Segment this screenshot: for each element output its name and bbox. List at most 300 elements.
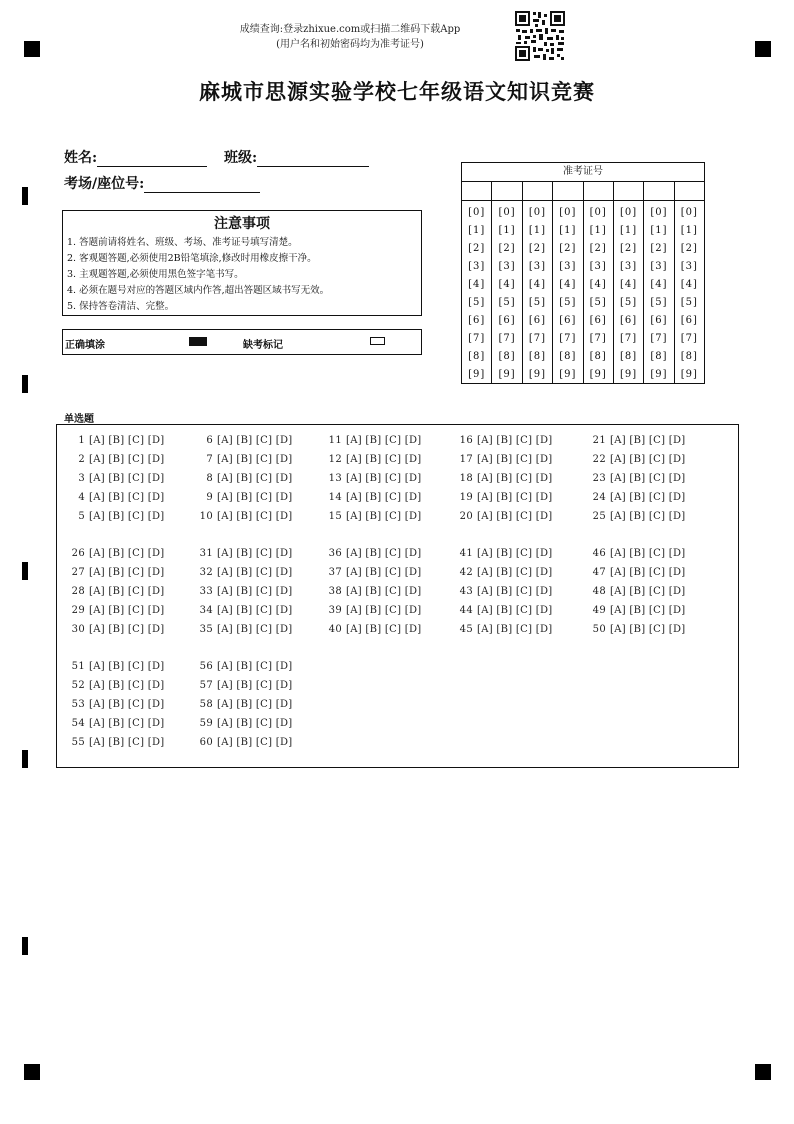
side-mark	[22, 375, 28, 393]
question-row[interactable]	[69, 586, 165, 597]
name-field[interactable]	[64, 147, 207, 167]
ticket-columns	[462, 182, 704, 384]
ticket-digit-bubble[interactable]: [2]	[589, 243, 607, 254]
option-bubbles[interactable]: [A] [B] [C] [D]	[89, 605, 165, 616]
question-number: 38	[328, 586, 342, 597]
question-number: 25	[592, 511, 606, 522]
side-mark	[22, 937, 28, 955]
ticket-digit-bubble[interactable]: [5]	[589, 297, 607, 308]
question-number: 57	[199, 680, 213, 691]
question-number: 26	[71, 548, 85, 559]
option-bubbles[interactable]: [A] [B] [C] [D]	[477, 492, 553, 503]
option-bubbles[interactable]: [A] [B] [C] [D]	[217, 718, 293, 729]
option-bubbles[interactable]: [A] [B] [C] [D]	[89, 699, 165, 710]
question-row[interactable]	[457, 605, 553, 616]
notice-item: 2. 客观题答题,必须使用2B铅笔填涂,修改时用橡皮擦干净。	[67, 253, 317, 264]
question-row[interactable]	[326, 586, 422, 597]
ticket-digit-bubble[interactable]: [2]	[619, 243, 638, 254]
question-row[interactable]	[457, 624, 553, 635]
question-row[interactable]	[197, 586, 293, 597]
question-number: 30	[71, 624, 85, 635]
question-row[interactable]	[197, 605, 293, 616]
option-bubbles[interactable]: [A] [B] [C] [D]	[217, 492, 293, 503]
question-row[interactable]	[326, 492, 422, 503]
option-bubbles[interactable]: [A] [B] [C] [D]	[610, 605, 686, 616]
ticket-digit-bubble[interactable]: [3]	[498, 261, 516, 272]
ticket-digit-bubble[interactable]: [5]	[468, 297, 486, 308]
option-bubbles[interactable]: [A] [B] [C] [D]	[217, 680, 293, 691]
question-row[interactable]	[326, 567, 422, 578]
option-bubbles[interactable]: [A] [B] [C] [D]	[477, 586, 553, 597]
question-number: 54	[71, 718, 85, 729]
option-bubbles[interactable]: [A] [B] [C] [D]	[89, 473, 165, 484]
question-row[interactable]	[457, 586, 553, 597]
filled-bubble-sample	[189, 337, 207, 346]
notice-item: 1. 答题前请将姓名、班级、考场、准考证号填写清楚。	[67, 237, 298, 248]
side-mark	[22, 187, 28, 205]
question-number: 37	[328, 567, 342, 578]
question-number: 39	[328, 605, 342, 616]
ticket-digit-bubble[interactable]: [2]	[559, 243, 577, 254]
ticket-digit-bubble[interactable]: [5]	[528, 297, 547, 308]
question-row[interactable]	[590, 605, 686, 616]
question-number: 47	[592, 567, 606, 578]
ticket-write-box[interactable]	[614, 182, 643, 201]
question-number: 34	[199, 605, 213, 616]
question-row[interactable]	[590, 624, 686, 635]
ticket-write-box[interactable]	[553, 182, 582, 201]
credential-hint-text: (用户名和初始密码均为准考证号)	[276, 39, 424, 50]
ticket-digit-bubble[interactable]: [2]	[498, 243, 516, 254]
corner-mark-top-right	[755, 41, 771, 57]
ticket-digit-bubble[interactable]: [4]	[619, 279, 638, 290]
option-bubbles[interactable]: [A] [B] [C] [D]	[346, 511, 422, 522]
question-row[interactable]	[457, 548, 553, 559]
room-seat-field[interactable]	[64, 173, 260, 193]
question-number: 50	[592, 624, 606, 635]
ticket-digit-bubble[interactable]: [3]	[528, 261, 547, 272]
ticket-digit-bubble[interactable]: [5]	[498, 297, 516, 308]
question-row[interactable]	[69, 511, 165, 522]
option-bubbles[interactable]: [A] [B] [C] [D]	[610, 454, 686, 465]
option-bubbles[interactable]: [A] [B] [C] [D]	[346, 435, 422, 446]
ticket-write-box[interactable]	[462, 182, 491, 201]
ticket-digit-bubble[interactable]: [9]	[559, 369, 577, 380]
ticket-digit-bubble[interactable]: [4]	[498, 279, 516, 290]
class-field[interactable]	[224, 147, 369, 167]
absent-mark-box[interactable]	[370, 337, 385, 345]
ticket-digit-bubble[interactable]: [3]	[468, 261, 486, 272]
option-bubbles[interactable]: [A] [B] [C] [D]	[89, 567, 165, 578]
ticket-digit-bubble[interactable]: [7]	[619, 333, 638, 344]
ticket-column	[553, 182, 583, 384]
question-row[interactable]	[457, 511, 553, 522]
ticket-digit-bubble[interactable]: [7]	[650, 333, 668, 344]
option-bubbles[interactable]: [A] [B] [C] [D]	[346, 492, 422, 503]
option-bubbles[interactable]: [A] [B] [C] [D]	[477, 548, 553, 559]
ticket-digit-bubble[interactable]: [7]	[589, 333, 607, 344]
question-number: 21	[592, 435, 606, 446]
option-bubbles[interactable]: [A] [B] [C] [D]	[477, 624, 553, 635]
ticket-digit-bubble[interactable]: [3]	[650, 261, 668, 272]
ticket-digit-bubble[interactable]: [6]	[528, 315, 547, 326]
option-bubbles[interactable]: [A] [B] [C] [D]	[217, 586, 293, 597]
option-bubbles[interactable]: [A] [B] [C] [D]	[610, 586, 686, 597]
question-number: 56	[199, 661, 213, 672]
option-bubbles[interactable]: [A] [B] [C] [D]	[346, 567, 422, 578]
question-number: 17	[459, 454, 473, 465]
option-bubbles[interactable]: [A] [B] [C] [D]	[217, 737, 293, 748]
ticket-digit-bubble[interactable]: [0]	[589, 207, 607, 218]
option-bubbles[interactable]: [A] [B] [C] [D]	[217, 624, 293, 635]
option-bubbles[interactable]: [A] [B] [C] [D]	[346, 586, 422, 597]
notice-item: 3. 主观题答题,必须使用黑色签字笔书写。	[67, 269, 244, 280]
ticket-digit-bubble[interactable]: [4]	[680, 279, 698, 290]
ticket-digit-bubble[interactable]: [0]	[619, 207, 638, 218]
ticket-digit-bubble[interactable]: [7]	[680, 333, 698, 344]
ticket-digit-bubble[interactable]: [6]	[589, 315, 607, 326]
notice-box	[62, 210, 422, 316]
ticket-digit-bubble[interactable]: [1]	[528, 225, 547, 236]
question-row[interactable]	[197, 718, 293, 729]
question-row[interactable]	[326, 624, 422, 635]
question-number: 13	[328, 473, 342, 484]
question-row[interactable]	[197, 435, 293, 446]
name-underline[interactable]	[97, 152, 207, 167]
option-bubbles[interactable]: [A] [B] [C] [D]	[610, 567, 686, 578]
question-row[interactable]	[590, 492, 686, 503]
ticket-column	[584, 182, 614, 384]
answer-area	[56, 424, 739, 768]
ticket-digit-bubble[interactable]: [8]	[468, 351, 486, 362]
notice-title: 注意事项	[214, 216, 270, 232]
notice-item: 5. 保持答卷清洁、完整。	[67, 301, 175, 312]
ticket-column	[492, 182, 522, 384]
ticket-column	[462, 182, 492, 384]
option-bubbles[interactable]: [A] [B] [C] [D]	[346, 473, 422, 484]
room-seat-label: 考场/座位号:	[64, 176, 145, 192]
option-bubbles[interactable]: [A] [B] [C] [D]	[89, 511, 165, 522]
ticket-column	[614, 182, 644, 384]
question-row[interactable]	[326, 435, 422, 446]
room-seat-underline[interactable]	[144, 178, 260, 193]
question-row[interactable]	[590, 548, 686, 559]
option-bubbles[interactable]: [A] [B] [C] [D]	[217, 699, 293, 710]
question-number: 1	[78, 435, 85, 446]
option-bubbles[interactable]: [A] [B] [C] [D]	[477, 435, 553, 446]
ticket-digit-bubble[interactable]: [7]	[559, 333, 577, 344]
ticket-digit-bubble[interactable]: [9]	[619, 369, 638, 380]
option-bubbles[interactable]: [A] [B] [C] [D]	[477, 473, 553, 484]
option-bubbles[interactable]: [A] [B] [C] [D]	[89, 718, 165, 729]
question-number: 55	[71, 737, 85, 748]
option-bubbles[interactable]: [A] [B] [C] [D]	[89, 492, 165, 503]
fill-legend	[62, 329, 422, 355]
ticket-digit-bubble[interactable]: [1]	[498, 225, 516, 236]
ticket-number-grid	[461, 162, 705, 384]
ticket-digit-bubble[interactable]: [9]	[498, 369, 516, 380]
question-row[interactable]	[197, 511, 293, 522]
question-number: 14	[328, 492, 342, 503]
ticket-digit-bubble[interactable]: [7]	[468, 333, 486, 344]
question-row[interactable]	[69, 624, 165, 635]
option-bubbles[interactable]: [A] [B] [C] [D]	[217, 661, 293, 672]
ticket-digit-bubble[interactable]: [9]	[468, 369, 486, 380]
ticket-digit-bubble[interactable]: [9]	[680, 369, 698, 380]
question-row[interactable]	[326, 511, 422, 522]
correct-fill-label: 正确填涂	[65, 340, 105, 351]
ticket-digit-bubble[interactable]: [5]	[559, 297, 577, 308]
ticket-write-box[interactable]	[675, 182, 704, 201]
question-number: 43	[459, 586, 473, 597]
question-row[interactable]	[326, 548, 422, 559]
question-row[interactable]	[197, 737, 293, 748]
question-row[interactable]	[197, 699, 293, 710]
ticket-digit-bubble[interactable]: [6]	[468, 315, 486, 326]
ticket-digit-bubble[interactable]: [0]	[650, 207, 668, 218]
ticket-digit-bubble[interactable]: [2]	[680, 243, 698, 254]
question-row[interactable]	[197, 548, 293, 559]
question-number: 29	[71, 605, 85, 616]
side-mark	[22, 562, 28, 580]
question-row[interactable]	[69, 435, 165, 446]
ticket-digit-bubble[interactable]: [4]	[650, 279, 668, 290]
question-row[interactable]	[197, 624, 293, 635]
question-row[interactable]	[590, 473, 686, 484]
option-bubbles[interactable]: [A] [B] [C] [D]	[217, 454, 293, 465]
question-row[interactable]	[197, 492, 293, 503]
question-number: 32	[199, 567, 213, 578]
ticket-digit-bubble[interactable]: [7]	[498, 333, 516, 344]
option-bubbles[interactable]: [A] [B] [C] [D]	[610, 548, 686, 559]
question-number: 44	[459, 605, 473, 616]
question-row[interactable]	[590, 511, 686, 522]
option-bubbles[interactable]: [A] [B] [C] [D]	[89, 435, 165, 446]
ticket-digit-bubble[interactable]: [9]	[650, 369, 668, 380]
option-bubbles[interactable]: [A] [B] [C] [D]	[477, 454, 553, 465]
question-number: 28	[71, 586, 85, 597]
class-label: 班级:	[224, 150, 258, 166]
ticket-digit-bubble[interactable]: [8]	[559, 351, 577, 362]
question-number: 20	[459, 511, 473, 522]
question-number: 8	[206, 473, 213, 484]
ticket-digit-bubble[interactable]: [0]	[468, 207, 486, 218]
question-number: 9	[206, 492, 213, 503]
question-row[interactable]	[69, 567, 165, 578]
option-bubbles[interactable]: [A] [B] [C] [D]	[89, 548, 165, 559]
corner-mark-bottom-left	[24, 1064, 40, 1080]
ticket-column	[644, 182, 674, 384]
ticket-digit-bubble[interactable]: [2]	[468, 243, 486, 254]
option-bubbles[interactable]: [A] [B] [C] [D]	[610, 624, 686, 635]
question-row[interactable]	[197, 454, 293, 465]
question-number: 46	[592, 548, 606, 559]
option-bubbles[interactable]: [A] [B] [C] [D]	[477, 605, 553, 616]
ticket-digit-bubble[interactable]: [0]	[498, 207, 516, 218]
ticket-write-box[interactable]	[523, 182, 552, 201]
question-number: 24	[592, 492, 606, 503]
ticket-title: 准考证号	[462, 163, 704, 182]
name-label: 姓名:	[64, 150, 98, 166]
corner-mark-top-left	[24, 41, 40, 57]
question-row[interactable]	[69, 718, 165, 729]
ticket-digit-bubble[interactable]: [8]	[650, 351, 668, 362]
option-bubbles[interactable]: [A] [B] [C] [D]	[89, 680, 165, 691]
option-bubbles[interactable]: [A] [B] [C] [D]	[217, 473, 293, 484]
option-bubbles[interactable]: [A] [B] [C] [D]	[610, 435, 686, 446]
option-bubbles[interactable]: [A] [B] [C] [D]	[217, 548, 293, 559]
question-row[interactable]	[326, 454, 422, 465]
question-row[interactable]	[69, 737, 165, 748]
question-number: 41	[459, 548, 473, 559]
ticket-write-box[interactable]	[644, 182, 673, 201]
question-row[interactable]	[590, 435, 686, 446]
ticket-digit-bubble[interactable]: [8]	[589, 351, 607, 362]
ticket-digit-bubble[interactable]: [5]	[680, 297, 698, 308]
ticket-digit-bubble[interactable]: [1]	[650, 225, 668, 236]
ticket-digit-bubble[interactable]: [0]	[559, 207, 577, 218]
ticket-digit-bubble[interactable]: [5]	[619, 297, 638, 308]
option-bubbles[interactable]: [A] [B] [C] [D]	[346, 454, 422, 465]
ticket-digit-bubble[interactable]: [1]	[559, 225, 577, 236]
question-row[interactable]	[197, 661, 293, 672]
ticket-digit-bubble[interactable]: [4]	[559, 279, 577, 290]
class-underline[interactable]	[257, 152, 369, 167]
option-bubbles[interactable]: [A] [B] [C] [D]	[89, 737, 165, 748]
ticket-digit-bubble[interactable]: [9]	[589, 369, 607, 380]
question-number: 5	[78, 511, 85, 522]
ticket-digit-bubble[interactable]: [1]	[619, 225, 638, 236]
section-label: 单选题	[64, 414, 94, 425]
option-bubbles[interactable]: [A] [B] [C] [D]	[346, 548, 422, 559]
question-row[interactable]	[69, 680, 165, 691]
question-number: 58	[199, 699, 213, 710]
question-row[interactable]	[197, 567, 293, 578]
option-bubbles[interactable]: [A] [B] [C] [D]	[346, 624, 422, 635]
ticket-write-box[interactable]	[492, 182, 521, 201]
ticket-digit-bubble[interactable]: [7]	[528, 333, 547, 344]
ticket-digit-bubble[interactable]: [4]	[589, 279, 607, 290]
ticket-digit-bubble[interactable]: [2]	[528, 243, 547, 254]
option-bubbles[interactable]: [A] [B] [C] [D]	[217, 567, 293, 578]
ticket-digit-bubble[interactable]: [6]	[498, 315, 516, 326]
ticket-digit-bubble[interactable]: [0]	[680, 207, 698, 218]
option-bubbles[interactable]: [A] [B] [C] [D]	[346, 605, 422, 616]
option-bubbles[interactable]: [A] [B] [C] [D]	[89, 586, 165, 597]
question-row[interactable]	[457, 435, 553, 446]
ticket-write-box[interactable]	[584, 182, 613, 201]
option-bubbles[interactable]: [A] [B] [C] [D]	[217, 605, 293, 616]
ticket-digit-bubble[interactable]: [3]	[680, 261, 698, 272]
page-title: 麻城市思源实验学校七年级语文知识竞赛	[199, 79, 595, 104]
ticket-digit-bubble[interactable]: [8]	[680, 351, 698, 362]
option-bubbles[interactable]: [A] [B] [C] [D]	[217, 511, 293, 522]
option-bubbles[interactable]: [A] [B] [C] [D]	[217, 435, 293, 446]
option-bubbles[interactable]: [A] [B] [C] [D]	[89, 624, 165, 635]
ticket-digit-bubble[interactable]: [2]	[650, 243, 668, 254]
question-row[interactable]	[69, 605, 165, 616]
question-row[interactable]	[457, 567, 553, 578]
ticket-digit-bubble[interactable]: [3]	[589, 261, 607, 272]
ticket-digit-bubble[interactable]: [8]	[619, 351, 638, 362]
option-bubbles[interactable]: [A] [B] [C] [D]	[89, 661, 165, 672]
question-number: 6	[206, 435, 213, 446]
option-bubbles[interactable]: [A] [B] [C] [D]	[610, 473, 686, 484]
ticket-digit-bubble[interactable]: [0]	[528, 207, 547, 218]
question-number: 42	[459, 567, 473, 578]
corner-mark-bottom-right	[755, 1064, 771, 1080]
question-row[interactable]	[590, 586, 686, 597]
question-number: 35	[199, 624, 213, 635]
ticket-digit-bubble[interactable]: [6]	[619, 315, 638, 326]
question-number: 4	[78, 492, 85, 503]
notice-item: 4. 必须在题号对应的答题区域内作答,超出答题区域书写无效。	[67, 285, 330, 296]
question-row[interactable]	[197, 680, 293, 691]
ticket-digit-bubble[interactable]: [1]	[589, 225, 607, 236]
qr-code-icon[interactable]	[514, 10, 566, 62]
question-number: 2	[78, 454, 85, 465]
ticket-column	[523, 182, 553, 384]
ticket-digit-bubble[interactable]: [1]	[680, 225, 698, 236]
ticket-digit-bubble[interactable]: [8]	[528, 351, 547, 362]
ticket-digit-bubble[interactable]: [1]	[468, 225, 486, 236]
option-bubbles[interactable]: [A] [B] [C] [D]	[477, 567, 553, 578]
question-row[interactable]	[590, 454, 686, 465]
ticket-digit-bubble[interactable]: [3]	[619, 261, 638, 272]
question-row[interactable]	[69, 454, 165, 465]
option-bubbles[interactable]: [A] [B] [C] [D]	[610, 511, 686, 522]
ticket-digit-bubble[interactable]: [5]	[650, 297, 668, 308]
notice-list	[63, 235, 421, 315]
ticket-digit-bubble[interactable]: [6]	[680, 315, 698, 326]
question-row[interactable]	[457, 454, 553, 465]
question-row[interactable]	[69, 699, 165, 710]
option-bubbles[interactable]: [A] [B] [C] [D]	[89, 454, 165, 465]
option-bubbles[interactable]: [A] [B] [C] [D]	[477, 511, 553, 522]
question-number: 40	[328, 624, 342, 635]
question-row[interactable]	[326, 473, 422, 484]
question-number: 18	[459, 473, 473, 484]
question-number: 52	[71, 680, 85, 691]
question-row[interactable]	[457, 473, 553, 484]
ticket-digit-bubble[interactable]: [4]	[528, 279, 547, 290]
question-row[interactable]	[457, 492, 553, 503]
option-bubbles[interactable]: [A] [B] [C] [D]	[610, 492, 686, 503]
question-number: 19	[459, 492, 473, 503]
question-row[interactable]	[197, 473, 293, 484]
question-row[interactable]	[69, 473, 165, 484]
absent-mark-label: 缺考标记	[243, 340, 283, 351]
ticket-digit-bubble[interactable]: [4]	[468, 279, 486, 290]
question-number: 12	[328, 454, 342, 465]
question-number: 16	[459, 435, 473, 446]
question-row[interactable]	[326, 605, 422, 616]
ticket-digit-bubble[interactable]: [9]	[528, 369, 547, 380]
question-number: 53	[71, 699, 85, 710]
question-row[interactable]	[69, 492, 165, 503]
ticket-digit-bubble[interactable]: [6]	[559, 315, 577, 326]
question-row[interactable]	[590, 567, 686, 578]
question-row[interactable]	[69, 661, 165, 672]
question-number: 22	[592, 454, 606, 465]
ticket-digit-bubble[interactable]: [3]	[559, 261, 577, 272]
question-number: 51	[71, 661, 85, 672]
ticket-digit-bubble[interactable]: [8]	[498, 351, 516, 362]
question-number: 3	[78, 473, 85, 484]
question-number: 10	[199, 511, 213, 522]
question-row[interactable]	[69, 548, 165, 559]
ticket-digit-bubble[interactable]: [6]	[650, 315, 668, 326]
